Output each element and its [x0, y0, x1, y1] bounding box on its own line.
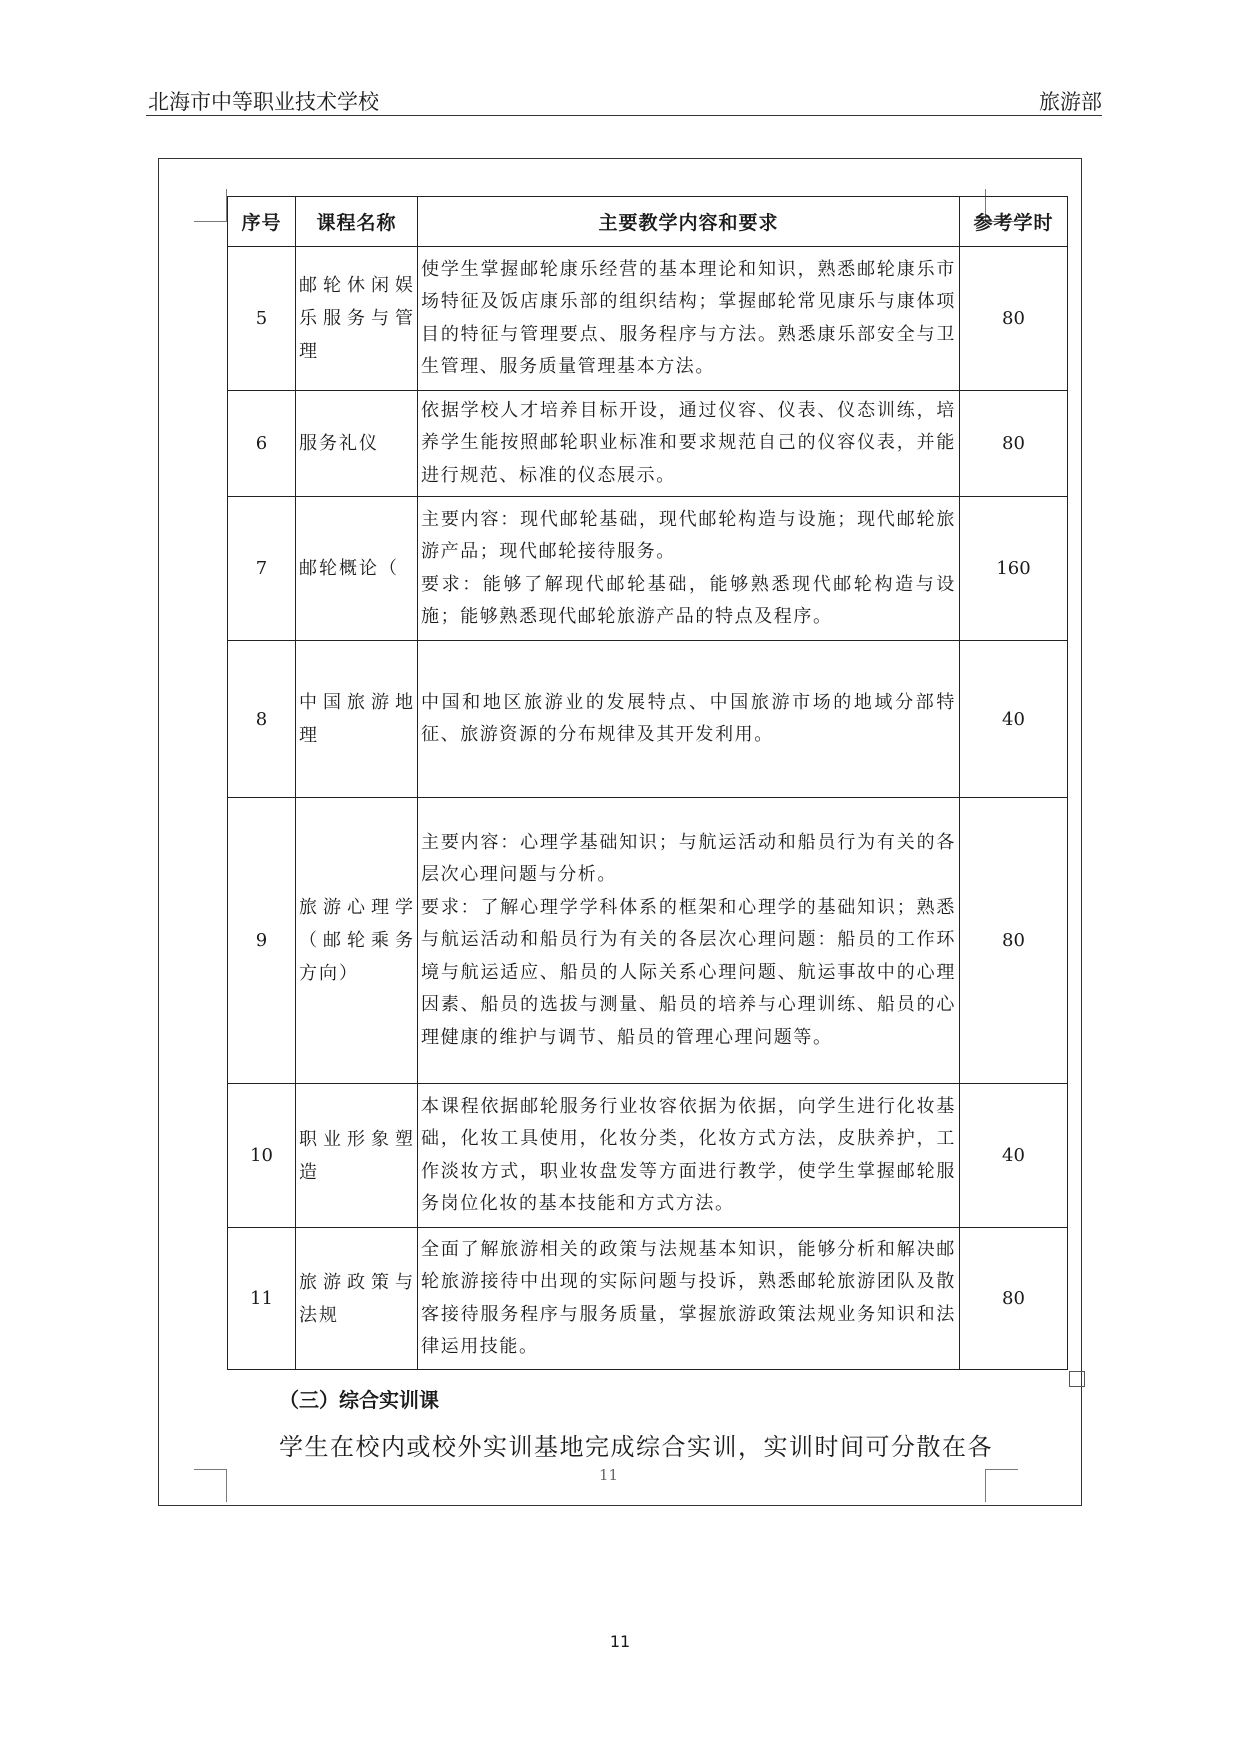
crop-mark-top-left — [194, 189, 227, 222]
table-row — [228, 391, 1068, 497]
course-content — [418, 1084, 960, 1228]
course-name: 旅游政策与法规 — [296, 1228, 418, 1370]
row-number: 7 — [228, 497, 296, 641]
embedded-page-frame — [158, 158, 1082, 1506]
course-content — [418, 798, 960, 1084]
row-number: 5 — [228, 247, 296, 391]
course-content — [418, 1228, 960, 1370]
content-paragraph: 使学生掌握邮轮康乐经营的基本理论和知识，熟悉邮轮康乐市场特征及饭店康乐部的组织结构；掌握邮轮常见康乐与康体项目的特征与管理要点、服务程序与方法。熟悉康乐部安全与卫生管理、服务质量管理基本方法。 — [421, 258, 956, 377]
content-paragraph: 本课程依据邮轮服务行业妆容依据为依据，向学生进行化妆基础，化妆工具使用，化妆分类，化妆方式方法，皮肤养护，工作淡妆方式，职业妆盘发等方面进行教学，使学生掌握邮轮服务岗位化妆的基本技能和方式方法。 — [421, 1095, 956, 1214]
table-row — [228, 247, 1068, 391]
content-paragraph: 主要内容：现代邮轮基础，现代邮轮构造与设施；现代邮轮旅游产品；现代邮轮接待服务。 — [421, 508, 956, 562]
table-row — [228, 641, 1068, 798]
header-school-name: 北海市中等职业技术学校 — [148, 90, 379, 114]
embedded-page-number: 11 — [599, 1466, 619, 1484]
page-number: 11 — [609, 1632, 631, 1651]
row-number: 6 — [228, 391, 296, 497]
crop-mark-bottom-right — [985, 1469, 1018, 1502]
row-number: 9 — [228, 798, 296, 1084]
section-body-text: 学生在校内或校外实训基地完成综合实训，实训时间可分散在各 — [279, 1433, 993, 1461]
course-name: 邮轮概论（ — [296, 497, 418, 641]
content-paragraph: 要求：能够了解现代邮轮基础，能够熟悉现代邮轮构造与设施；能够熟悉现代邮轮旅游产品的特点及程序。 — [421, 573, 956, 627]
content-paragraph: 主要内容：心理学基础知识；与航运活动和船员行为有关的各层次心理问题与分析。 — [421, 831, 956, 886]
course-name: 邮轮休闲娱乐服务与管理 — [296, 247, 418, 391]
header-department: 旅游部 — [1039, 90, 1102, 114]
content-paragraph: 要求：了解心理学学科体系的框架和心理学的基础知识；熟悉与航运活动和船员行为有关的各层次心理问题：船员的工作环境与航运适应、船员的人际关系心理问题、航运事故中的心理因素、船员的选拔与测量、船员的培养与心理训练、船员的心理健康的维护与调节、船员的管理心理问题等。 — [421, 896, 956, 1048]
course-hours: 160 — [960, 497, 1068, 641]
column-header-course-name: 课程名称 — [296, 197, 418, 247]
course-hours: 40 — [960, 641, 1068, 798]
table-end-marker — [1069, 1371, 1085, 1387]
course-name: 职业形象塑造 — [296, 1084, 418, 1228]
content-paragraph: 全面了解旅游相关的政策与法规基本知识，能够分析和解决邮轮旅游接待中出现的实际问题与投诉，熟悉邮轮旅游团队及散客接待服务程序与服务质量，掌握旅游政策法规业务知识和法律运用技能。 — [421, 1238, 956, 1357]
course-content — [418, 641, 960, 798]
course-name: 服务礼仪 — [296, 391, 418, 497]
row-number: 10 — [228, 1084, 296, 1228]
course-content — [418, 497, 960, 641]
table-row — [228, 1228, 1068, 1370]
row-number: 8 — [228, 641, 296, 798]
column-header-hours: 参考学时 — [960, 197, 1068, 247]
content-paragraph: 中国和地区旅游业的发展特点、中国旅游市场的地域分部特征、旅游资源的分布规律及其开发利用。 — [421, 691, 956, 745]
section-title: （三）综合实训课 — [279, 1388, 439, 1412]
course-name: 中国旅游地理 — [296, 641, 418, 798]
course-content — [418, 247, 960, 391]
course-hours: 80 — [960, 1228, 1068, 1370]
course-table — [227, 196, 1068, 1370]
row-number: 11 — [228, 1228, 296, 1370]
course-hours: 40 — [960, 1084, 1068, 1228]
content-paragraph: 依据学校人才培养目标开设，通过仪容、仪表、仪态训练，培养学生能按照邮轮职业标准和要求规范自己的仪容仪表，并能进行规范、标准的仪态展示。 — [421, 399, 956, 486]
column-header-number: 序号 — [228, 197, 296, 247]
table-row — [228, 497, 1068, 641]
course-name: 旅游心理学（邮轮乘务方向） — [296, 798, 418, 1084]
course-hours: 80 — [960, 247, 1068, 391]
course-content — [418, 391, 960, 497]
crop-mark-bottom-left — [194, 1469, 227, 1502]
header-rule — [146, 115, 1102, 116]
column-header-content: 主要教学内容和要求 — [418, 197, 960, 247]
course-hours: 80 — [960, 391, 1068, 497]
table-header-row — [228, 197, 1068, 247]
course-hours: 80 — [960, 798, 1068, 1084]
table-row — [228, 1084, 1068, 1228]
table-row — [228, 798, 1068, 1084]
